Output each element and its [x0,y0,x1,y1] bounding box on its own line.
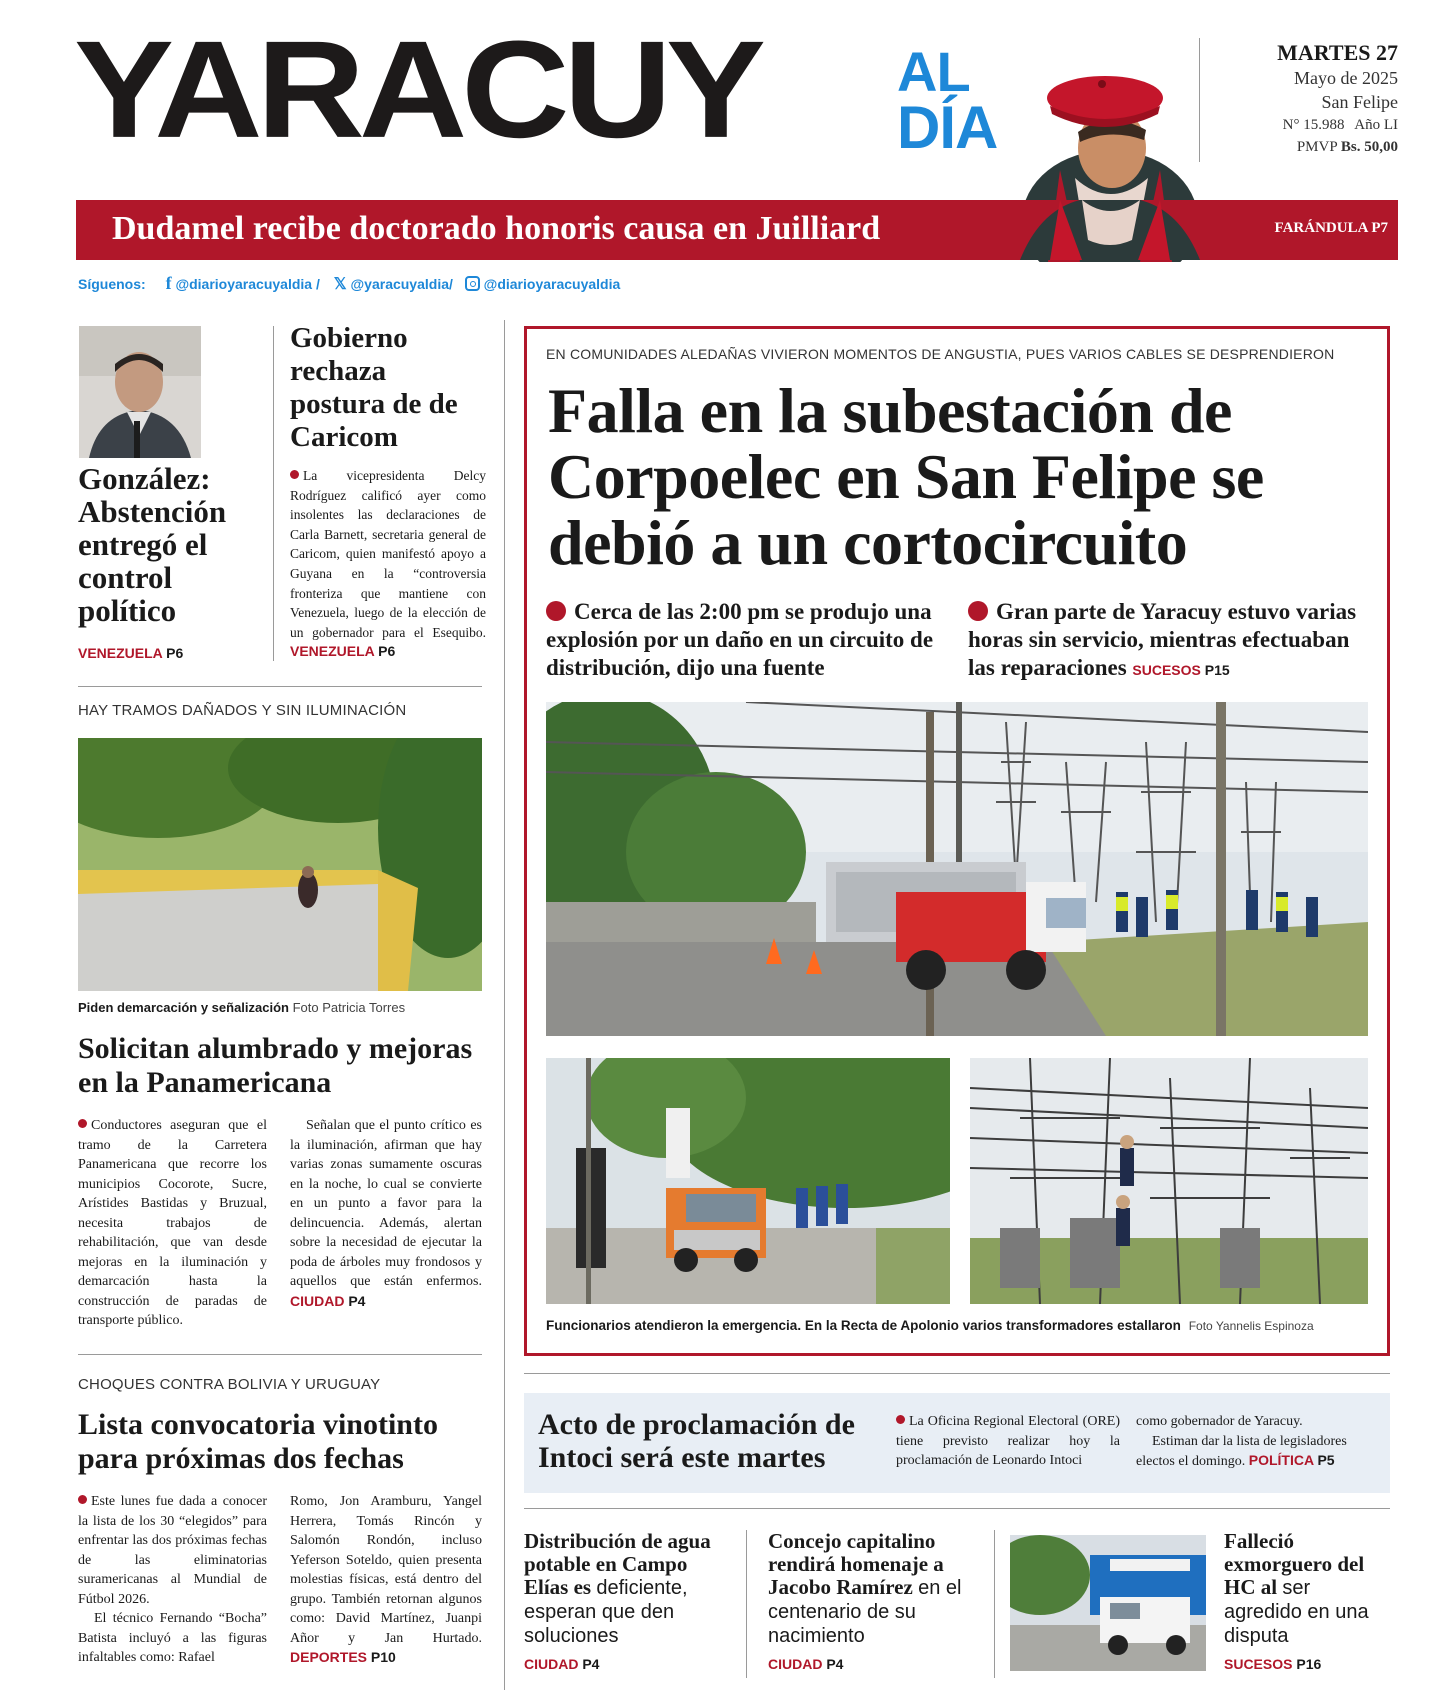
gonzalez-section: VENEZUELA P6 [78,645,184,661]
lead-point1: Cerca de las 2:00 pm se produjo una explosión por un daño en un circuito de distribución, dijo una fuente [546,599,934,680]
panamericana-headline[interactable]: Solicitan alumbrado y mejoras en la Panamericana [78,1032,473,1099]
lead-headline[interactable]: Falla en la subestación de Corpoelec en San Felipe se debió a un cortocircuito [548,375,1264,578]
vinotinto-col2: Romo, Jon Aramburu, Yangel Herrera, Tomás Rincón y Salomón Rondón, incluso Yeferson Soteldo, quien presenta molestias físicas, está dentro del grupo. También retornan algunos como: David Martínez, Juanpi Añor y Jan Hurtado. DEPORTES P10 [290,1494,482,1665]
road-photo [78,738,482,991]
issue-city: San Felipe [1321,92,1398,112]
masthead-title: YARACUY [74,11,760,167]
panamericana-col1: Conductores aseguran que el tramo de la Carretera Panamericana que recorre los municipios Cocorote, Sucre, Arístides Bastidas y Bruzual, necesita trabajos de rehabilitación, que van desde mejoras en la iluminación y demarcación hasta la construcción de paradas de transporte público. [78,1118,267,1328]
bullet-icon [968,601,988,621]
caricom-body: La vicepresidenta Delcy Rodríguez calificó ayer como insolentes las declaraciones de Carla Barnett, secretaria general de Caricom, quien manifestó apoyo a Guyana en la “controversia fronteriza que mantiene con Venezuela, luego de la elección de un gobernador para el Esequibo. VENEZUELA P6 [290,468,486,660]
vinotinto-headline[interactable]: Lista convocatoria vinotinto para próximas dos fechas [78,1408,438,1475]
gonzalez-headline[interactable]: González: Abstención entregó el control político [78,461,227,628]
facebook-icon: f [165,273,172,293]
issue-number: N° 15.988 [1282,117,1345,133]
social-bar [78,273,620,294]
brief-morguero[interactable]: Falleció exmorguero del HC al ser agredido en una disputa SUCESOS P16 [1224,1529,1369,1672]
banner-section: FARÁNDULA [1274,220,1368,236]
issue-info [1178,40,1398,158]
caricom-section: VENEZUELA P6 [290,643,396,660]
x-icon: 𝕏 [333,276,347,293]
bullet-icon [290,470,299,479]
panamericana-section: CIUDAD P4 [290,1292,366,1309]
road-caption: Piden demarcación y señalización Foto Patricia Torres [78,1000,406,1015]
vinotinto-kicker: CHOQUES CONTRA BOLIVIA Y URUGUAY [78,1376,381,1393]
lead-section: SUCESOS P15 [1132,662,1230,678]
issue-day: MARTES 27 [1277,40,1398,65]
intoci-col1: La Oficina Regional Electoral (ORE) tiene previsto realizar hoy la proclamación de Leonardo Intoci [896,1414,1120,1468]
social-label: Síguenos: [78,276,146,292]
lead-point2: Gran parte de Yaracuy estuvo varias horas sin servicio, mientras efectuaban las reparaciones SUCESOS P15 [968,599,1357,680]
masthead-al: AL [897,40,970,103]
brief-concejo[interactable]: Concejo capitalino rendirá homenaje a Jacobo Ramírez en el centenario de su nacimiento CIUDAD P4 [768,1529,962,1672]
vinotinto-col1: Este lunes fue dada a conocer la lista de los 30 “elegidos” para enfrentar las dos próximas fechas de las eliminatorias suramericanas al Mundial de Fútbol 2026. El técnico Fernando “Bocha” Batista incluyó a las figuras infaltables como: Rafael [78,1494,267,1665]
bullet-icon [546,601,566,621]
issue-year: Año LI [1354,117,1398,133]
intoci-headline[interactable]: Acto de proclamación de Intoci será este martes [538,1408,855,1474]
masthead-dia: DÍA [897,94,998,161]
price-value: Bs. 50,00 [1340,139,1398,155]
social-x[interactable]: @yaracuyaldia/ [350,276,453,292]
intoci-col2: como gobernador de Yaracuy. Estiman dar la lista de legisladores electos el domingo. POLÍTICA P5 [1136,1414,1347,1469]
panamericana-col2: Señalan que el punto crítico es la iluminación, afirman que hay varias zonas sumamente oscuras en la noche, lo cual se convierte en un punto a favor para la delincuencia. Además, alertan sobre la necesidad de ejecutar la poda de árboles muy frondosos y aquellos que están enfermos. CIUDAD P4 [290,1118,482,1309]
masthead [0,0,1440,200]
panamericana-kicker: HAY TRAMOS DAÑADOS Y SIN ILUMINACIÓN [78,702,407,719]
social-instagram[interactable]: @diarioyaracuyaldia [483,276,621,292]
dudamel-gown [1020,200,1200,260]
banner-headline: Dudamel recibe doctorado honoris causa en Juilliard [112,210,881,247]
brief-water[interactable]: Distribución de agua potable en Campo Elías es deficiente, esperan que den soluciones CIUDAD P4 [524,1529,711,1672]
truck-photo [546,1058,950,1304]
substation-photo [546,702,1368,1036]
lead-caption: Funcionarios atendieron la emergencia. En la Recta de Apolonio varios transformadores estallaron Foto Yannelis Espinoza [546,1318,1314,1333]
instagram-icon [465,276,480,291]
bullet-icon [896,1415,905,1424]
caricom-headline[interactable]: Gobierno rechaza postura de de Caricom [290,322,458,453]
linemen-photo [970,1058,1368,1304]
vinotinto-section: DEPORTES P10 [290,1649,396,1665]
gonzalez-photo [79,326,201,458]
hospital-photo [1010,1535,1206,1671]
banner-page: P7 [1371,220,1388,236]
bullet-icon [78,1119,87,1128]
lead-kicker: EN COMUNIDADES ALEDAÑAS VIVIERON MOMENTOS DE ANGUSTIA, PUES VARIOS CABLES SE DESPRENDIERON [546,346,1335,362]
social-facebook[interactable]: @diarioyaracuyaldia / [175,276,320,292]
bullet-icon [78,1495,87,1504]
intoci-section: POLÍTICA P5 [1248,1452,1335,1468]
issue-date: Mayo de 2025 [1294,68,1398,88]
price-label: PMVP [1296,139,1338,155]
